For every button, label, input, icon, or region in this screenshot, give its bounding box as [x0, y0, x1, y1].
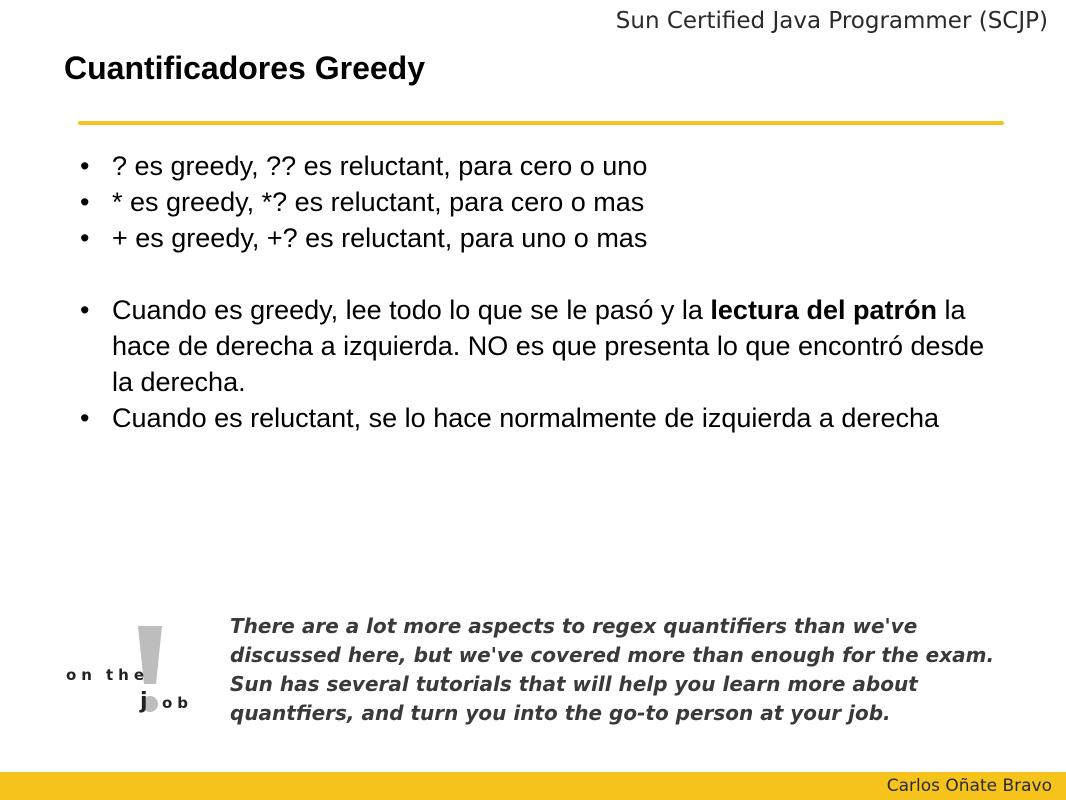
on-the-job-note: There are a lot more aspects to regex quantifiers than we've discussed here, but we've covered more than enough for the exam. Sun has several tutorials that will help you learn more about quantfiers, and turn you into the go-to person at your job.	[230, 614, 995, 725]
exclamation-logo-icon	[64, 624, 204, 734]
bullet-text-part: la hace de derecha a izquierda. NO es que presenta lo que encontró desde la derecha.	[112, 295, 985, 397]
footer-author: Carlos Oñate Bravo	[886, 776, 1052, 796]
bullet-dot: •	[80, 187, 90, 217]
bullet-item	[74, 292, 1009, 400]
svg-text:j: j	[140, 689, 148, 714]
bullet-text: + es greedy, +? es reluctant, para uno o mas	[112, 223, 648, 253]
bullet-text-bold: lectura del patrón	[710, 295, 937, 325]
bullet-text: Cuando es reluctant, se lo hace normalmente de izquierda a derecha	[112, 403, 940, 433]
bullet-dot: •	[80, 403, 90, 433]
title-underline	[78, 121, 1004, 125]
header-brand: Sun Certified Java Programmer (SCJP)	[615, 8, 1048, 34]
bullet-item	[74, 148, 1009, 184]
svg-text:the: the	[106, 666, 150, 684]
bullet-dot: •	[80, 223, 90, 253]
bullet-text-part: Cuando es greedy, lee todo lo que se le pasó y la	[112, 295, 711, 325]
bullet-dot: •	[80, 295, 90, 325]
on-the-job-logo	[64, 624, 204, 734]
slide-title: Cuantificadores Greedy	[64, 50, 425, 86]
bullet-item	[74, 184, 1009, 220]
svg-text:ob: ob	[162, 694, 194, 712]
svg-text:on: on	[66, 666, 97, 684]
bullet-text	[112, 295, 984, 397]
bullet-text: * es greedy, *? es reluctant, para cero o mas	[112, 187, 645, 217]
bullet-item	[74, 400, 1009, 436]
bullet-text: ? es greedy, ?? es reluctant, para cero o uno	[112, 151, 648, 181]
bullet-item	[74, 220, 1009, 256]
bullet-list	[74, 148, 1009, 436]
bullet-dot: •	[80, 151, 90, 181]
